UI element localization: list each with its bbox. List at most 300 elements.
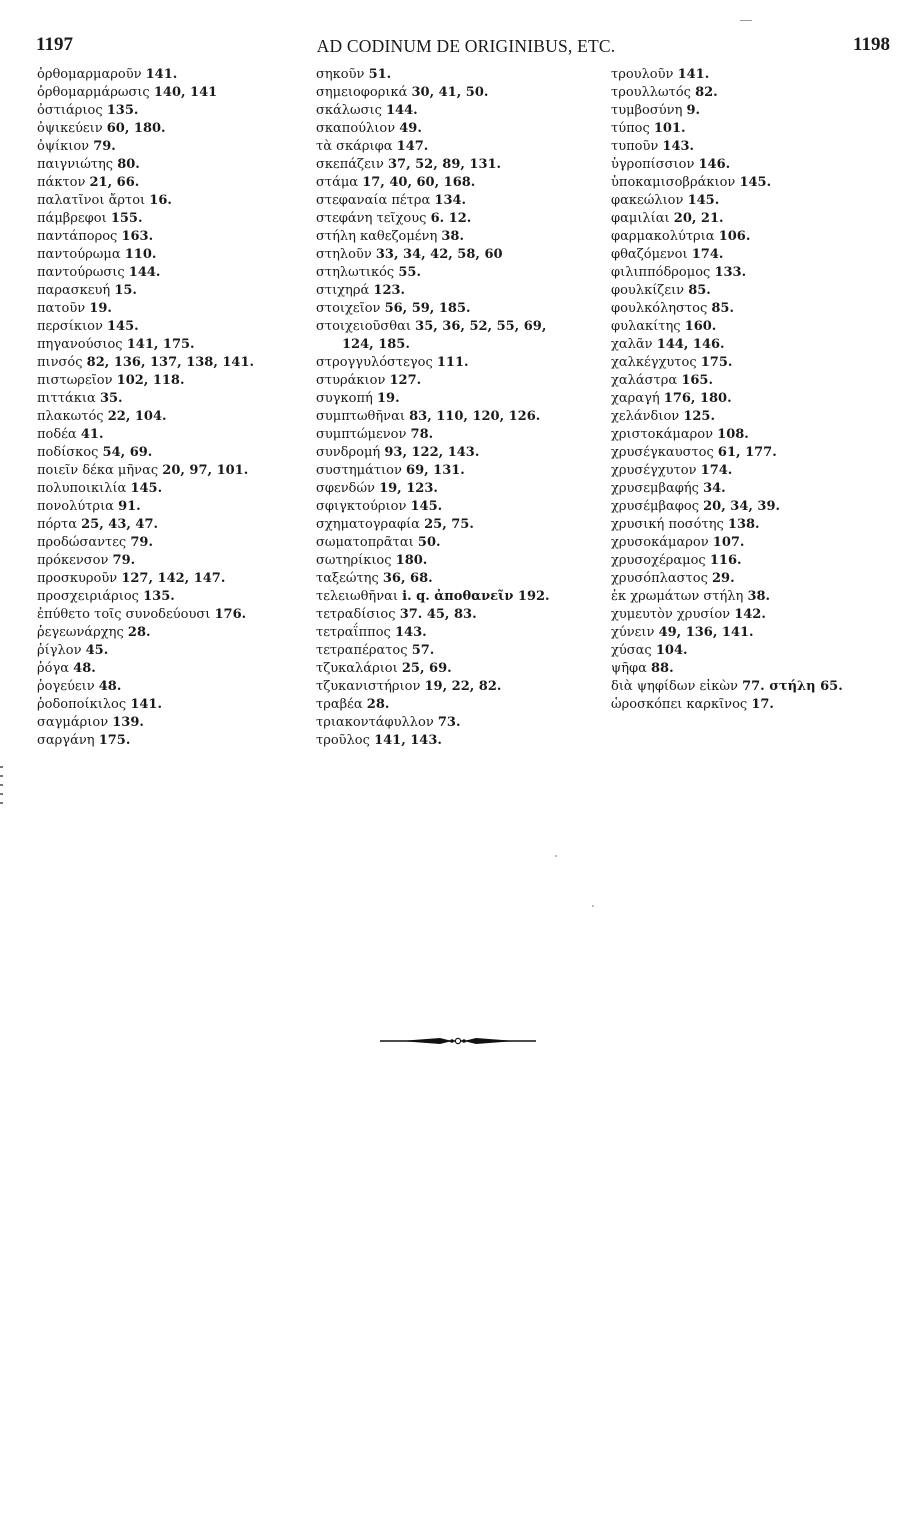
index-refs: 20, 21. bbox=[673, 211, 724, 226]
index-refs: 141. bbox=[677, 67, 710, 82]
index-term: στεφάνη τεῖχους bbox=[316, 211, 427, 226]
index-refs: 93, 122, 143. bbox=[384, 445, 480, 460]
index-refs: 50. bbox=[417, 535, 441, 550]
index-entry bbox=[37, 66, 299, 84]
index-term: τζυκανιστήριον bbox=[316, 679, 421, 694]
index-term: ποδίσκος bbox=[37, 445, 99, 460]
index-refs: 16. bbox=[149, 193, 172, 208]
index-entry bbox=[37, 192, 299, 210]
index-refs: 141. bbox=[130, 697, 162, 712]
index-refs: 146. bbox=[698, 157, 731, 172]
index-refs: 19, 22, 82. bbox=[424, 679, 502, 694]
index-entry bbox=[316, 138, 608, 156]
index-entry bbox=[611, 624, 911, 642]
index-refs: 116. bbox=[709, 553, 742, 568]
index-refs: 30, 41, 50. bbox=[411, 85, 489, 100]
index-entry bbox=[316, 426, 608, 444]
index-entry bbox=[316, 678, 608, 696]
index-entry bbox=[611, 552, 911, 570]
index-entry bbox=[37, 408, 299, 426]
index-refs: 104. bbox=[655, 643, 688, 658]
index-term: πινσός bbox=[37, 355, 83, 370]
index-term: στεφαναία πέτρα bbox=[316, 193, 431, 208]
index-term: ὀρθομαρμάρωσις bbox=[37, 85, 150, 100]
index-term: χυμευτὸν χρυσίον bbox=[611, 607, 731, 622]
index-refs: 19. bbox=[89, 301, 112, 316]
index-refs: 176, 180. bbox=[663, 391, 732, 406]
index-entry bbox=[316, 372, 608, 390]
index-entry bbox=[316, 714, 608, 732]
index-term: χρυσέμβαφος bbox=[611, 499, 699, 514]
index-entry bbox=[316, 282, 608, 300]
index-refs: 35, 36, 52, 55, 69, bbox=[415, 319, 547, 334]
end-ornament bbox=[380, 1036, 536, 1046]
index-term: στήλη καθεζομένη bbox=[316, 229, 438, 244]
index-refs: 25, 43, 47. bbox=[81, 517, 159, 532]
index-term: χρυσεμβαφής bbox=[611, 481, 699, 496]
index-term: συστημάτιον bbox=[316, 463, 402, 478]
index-entry bbox=[611, 606, 911, 624]
index-term: ὡροσκόπει καρκῖνος bbox=[611, 697, 748, 712]
page-header bbox=[36, 34, 890, 60]
index-refs: 20, 34, 39. bbox=[703, 499, 781, 514]
index-term: φακεώλιον bbox=[611, 193, 684, 208]
index-refs: 9. bbox=[686, 103, 701, 118]
index-refs: 82, 136, 137, 138, 141. bbox=[86, 355, 255, 370]
index-entry bbox=[316, 102, 608, 120]
index-entry bbox=[37, 462, 299, 480]
index-refs: 79. bbox=[112, 553, 136, 568]
index-refs: 91. bbox=[118, 499, 141, 514]
index-refs: 38. bbox=[747, 589, 771, 604]
index-refs: 79. bbox=[130, 535, 153, 550]
index-entry bbox=[37, 570, 299, 588]
index-term: χύσας bbox=[611, 643, 652, 658]
index-term: τζυκαλάριοι bbox=[316, 661, 398, 676]
index-term: φιλιππόδρομος bbox=[611, 265, 711, 280]
index-term: φαμιλίαι bbox=[611, 211, 670, 226]
index-refs: 145. bbox=[687, 193, 720, 208]
index-term: χρυσοχέραμος bbox=[611, 553, 706, 568]
index-refs: i. q. ἀποθανεῖν 192. bbox=[402, 589, 550, 604]
index-term: παλατῖνοι ἄρτοι bbox=[37, 193, 146, 208]
index-refs: 25, 69. bbox=[401, 661, 452, 676]
index-refs: 155. bbox=[110, 211, 143, 226]
index-entry bbox=[611, 210, 911, 228]
index-term: ῥόγα bbox=[37, 661, 70, 676]
index-term: φαρμακολύτρια bbox=[611, 229, 715, 244]
index-entry bbox=[37, 624, 299, 642]
index-term: τροῦλος bbox=[316, 733, 370, 748]
index-refs: 144, 146. bbox=[656, 337, 725, 352]
index-entry bbox=[611, 588, 911, 606]
index-term: ἐκ χρωμάτων στήλη bbox=[611, 589, 744, 604]
index-entry bbox=[37, 120, 299, 138]
index-term: σωτηρίκιος bbox=[316, 553, 392, 568]
index-refs: 48. bbox=[98, 679, 122, 694]
index-refs: 142. bbox=[734, 607, 766, 622]
index-entry bbox=[611, 660, 911, 678]
index-entry bbox=[37, 228, 299, 246]
index-refs: 138. bbox=[727, 517, 760, 532]
index-term: συγκοπή bbox=[316, 391, 373, 406]
index-entry bbox=[611, 516, 911, 534]
index-refs: 80. bbox=[117, 157, 140, 172]
index-entry bbox=[37, 354, 299, 372]
page-number-right: 1198 bbox=[853, 34, 890, 55]
index-entry bbox=[611, 156, 911, 174]
index-entry bbox=[611, 408, 911, 426]
index-entry bbox=[316, 210, 608, 228]
index-entry bbox=[37, 174, 299, 192]
index-term: πατοῦν bbox=[37, 301, 86, 316]
index-refs: 145. bbox=[410, 499, 443, 514]
index-column-3 bbox=[611, 66, 911, 714]
index-refs: 19. bbox=[376, 391, 400, 406]
index-refs: 57. bbox=[411, 643, 435, 658]
index-refs: 25, 75. bbox=[424, 517, 474, 532]
index-entry bbox=[37, 480, 299, 498]
index-term: σκαπούλιον bbox=[316, 121, 396, 136]
index-refs: 54, 69. bbox=[102, 445, 153, 460]
index-entry bbox=[316, 264, 608, 282]
index-term: φθαζόμενοι bbox=[611, 247, 688, 262]
index-term: σφενδών bbox=[316, 481, 375, 496]
index-entry bbox=[316, 156, 608, 174]
index-term: παρασκευή bbox=[37, 283, 111, 298]
index-refs: 143. bbox=[662, 139, 695, 154]
index-entry bbox=[611, 390, 911, 408]
index-entry bbox=[37, 246, 299, 264]
index-entry bbox=[316, 696, 608, 714]
index-term: ὀρθομαρμαροῦν bbox=[37, 67, 142, 82]
index-entry bbox=[37, 552, 299, 570]
index-entry bbox=[316, 390, 608, 408]
index-term: χριστοκάμαρον bbox=[611, 427, 714, 442]
index-term: πολυποικιλία bbox=[37, 481, 127, 496]
index-entry bbox=[316, 498, 608, 516]
index-entry bbox=[611, 696, 911, 714]
index-entry bbox=[316, 570, 608, 588]
index-term: ῥεγεωνάρχης bbox=[37, 625, 124, 640]
index-term: πόρτα bbox=[37, 517, 77, 532]
index-entry bbox=[37, 138, 299, 156]
index-refs: 49, 136, 141. bbox=[658, 625, 754, 640]
index-refs: 175. bbox=[700, 355, 733, 370]
index-entry bbox=[37, 588, 299, 606]
index-refs: 21, 66. bbox=[89, 175, 140, 190]
index-term: στυράκιον bbox=[316, 373, 386, 388]
index-refs: 19, 123. bbox=[379, 481, 438, 496]
index-term: περσίκιον bbox=[37, 319, 103, 334]
index-entry bbox=[37, 516, 299, 534]
index-term: σκεπάζειν bbox=[316, 157, 384, 172]
index-entry bbox=[316, 300, 608, 318]
index-entry bbox=[611, 444, 911, 462]
index-term: πηγανούσιος bbox=[37, 337, 123, 352]
index-entry bbox=[316, 192, 608, 210]
index-refs: 48. bbox=[73, 661, 96, 676]
index-refs: 133. bbox=[714, 265, 747, 280]
index-refs: 123. bbox=[373, 283, 406, 298]
index-refs: 176. bbox=[214, 607, 247, 622]
index-term: φουλκίζειν bbox=[611, 283, 685, 298]
index-term: πιστωρεῖον bbox=[37, 373, 113, 388]
index-refs: 127. bbox=[389, 373, 422, 388]
index-entry bbox=[37, 714, 299, 732]
index-term: ῥοδοποίκιλος bbox=[37, 697, 127, 712]
index-term: στηλοῦν bbox=[316, 247, 372, 262]
index-refs: 17. bbox=[751, 697, 774, 712]
index-refs: 135. bbox=[106, 103, 139, 118]
index-refs: 180. bbox=[395, 553, 428, 568]
index-refs: 6. 12. bbox=[430, 211, 472, 226]
index-entry bbox=[37, 678, 299, 696]
index-entry bbox=[611, 264, 911, 282]
index-term: ὀψίκιον bbox=[37, 139, 90, 154]
index-entry bbox=[316, 228, 608, 246]
index-entry bbox=[611, 174, 911, 192]
index-entry bbox=[611, 480, 911, 498]
index-term: στοιχεῖον bbox=[316, 301, 381, 316]
index-term: ὀστιάριος bbox=[37, 103, 103, 118]
index-term: ψῆφα bbox=[611, 661, 647, 676]
index-refs: 78. bbox=[410, 427, 434, 442]
index-refs: 41. bbox=[80, 427, 104, 442]
index-term: τυποῦν bbox=[611, 139, 659, 154]
index-entry bbox=[611, 102, 911, 120]
index-refs: 22, 104. bbox=[107, 409, 167, 424]
scan-mark bbox=[740, 20, 752, 21]
index-term: διὰ ψηφίδων εἰκὼν bbox=[611, 679, 738, 694]
index-term: παντούρωμα bbox=[37, 247, 121, 262]
index-entry bbox=[37, 282, 299, 300]
index-refs: 107. bbox=[712, 535, 745, 550]
index-entry bbox=[316, 516, 608, 534]
index-entry bbox=[316, 534, 608, 552]
index-refs: 174. bbox=[691, 247, 724, 262]
index-entry bbox=[37, 84, 299, 102]
index-term: σημειοφορικά bbox=[316, 85, 408, 100]
index-entry bbox=[316, 174, 608, 192]
index-term: ὑγροπίσσιον bbox=[611, 157, 695, 172]
index-refs: 55. bbox=[398, 265, 421, 280]
index-term: τελειωθῆναι bbox=[316, 589, 398, 604]
index-term: φυλακίτης bbox=[611, 319, 681, 334]
index-term: στρογγυλόστεγος bbox=[316, 355, 433, 370]
index-entry bbox=[37, 642, 299, 660]
index-entry bbox=[611, 300, 911, 318]
index-refs: 45. bbox=[85, 643, 109, 658]
index-term: συνδρομή bbox=[316, 445, 381, 460]
scan-speck bbox=[555, 855, 557, 857]
index-refs: 139. bbox=[112, 715, 144, 730]
index-term: πάμβρεφοι bbox=[37, 211, 107, 226]
index-refs: 38. bbox=[441, 229, 464, 244]
index-refs: 143. bbox=[394, 625, 427, 640]
index-term: τετραπέρατος bbox=[316, 643, 408, 658]
index-refs: 140, 141 bbox=[153, 85, 218, 100]
index-entry bbox=[611, 678, 911, 696]
index-refs: 37. 45, 83. bbox=[399, 607, 477, 622]
index-term: χρυσόπλαστος bbox=[611, 571, 708, 586]
index-term: σαγμάριον bbox=[37, 715, 109, 730]
index-refs: 111. bbox=[436, 355, 469, 370]
index-column-2 bbox=[316, 66, 608, 750]
index-entry bbox=[316, 624, 608, 642]
index-term: στοιχειοῦσθαι bbox=[316, 319, 412, 334]
index-refs: 144. bbox=[386, 103, 418, 118]
index-entry bbox=[316, 84, 608, 102]
index-refs: 20, 97, 101. bbox=[162, 463, 249, 478]
index-entry bbox=[37, 660, 299, 678]
index-refs: 35. bbox=[99, 391, 123, 406]
index-entry bbox=[611, 336, 911, 354]
index-refs: 85. bbox=[688, 283, 711, 298]
index-term: σωματοπρᾶται bbox=[316, 535, 414, 550]
index-refs: 79. bbox=[93, 139, 116, 154]
index-term: ποδέα bbox=[37, 427, 77, 442]
index-entry bbox=[316, 246, 608, 264]
index-term: χρυσοκάμαρον bbox=[611, 535, 709, 550]
index-entry bbox=[611, 354, 911, 372]
index-refs: 51. bbox=[368, 67, 392, 82]
index-term: προδώσαντες bbox=[37, 535, 127, 550]
index-entry bbox=[316, 462, 608, 480]
index-term: προσκυροῦν bbox=[37, 571, 118, 586]
index-entry bbox=[37, 210, 299, 228]
index-term: πρόκενσον bbox=[37, 553, 109, 568]
index-term: χρυσέγκαυστος bbox=[611, 445, 714, 460]
index-term: σκάλωσις bbox=[316, 103, 382, 118]
index-refs: 165. bbox=[681, 373, 713, 388]
index-refs: 73. bbox=[437, 715, 461, 730]
index-refs: 83, 110, 120, 126. bbox=[409, 409, 541, 424]
running-title: AD CODINUM DE ORIGINIBUS, ETC. bbox=[316, 36, 616, 56]
index-term: συμπτωθῆναι bbox=[316, 409, 405, 424]
index-term: τραβέα bbox=[316, 697, 363, 712]
index-refs: 15. bbox=[114, 283, 137, 298]
index-entry bbox=[37, 732, 299, 750]
index-refs: 108. bbox=[717, 427, 749, 442]
index-entry bbox=[37, 444, 299, 462]
index-refs: 33, 34, 42, 58, 60 bbox=[375, 247, 503, 262]
index-refs: 125. bbox=[683, 409, 715, 424]
index-term: χαλάστρα bbox=[611, 373, 678, 388]
index-term: σχηματογραφία bbox=[316, 517, 420, 532]
index-entry bbox=[316, 642, 608, 660]
index-entry bbox=[316, 120, 608, 138]
index-term: τριακοντάφυλλον bbox=[316, 715, 434, 730]
index-term: προσχειριάριος bbox=[37, 589, 139, 604]
scan-speck bbox=[592, 905, 594, 907]
index-refs: 135. bbox=[143, 589, 175, 604]
index-term: χαραγή bbox=[611, 391, 660, 406]
index-refs: 145. bbox=[130, 481, 163, 496]
index-refs: 160. bbox=[684, 319, 717, 334]
index-refs: 141. bbox=[145, 67, 178, 82]
index-refs: 28. bbox=[127, 625, 151, 640]
index-refs: 69, 131. bbox=[406, 463, 465, 478]
index-refs: 77. στήλη 65. bbox=[742, 679, 843, 694]
index-entry bbox=[37, 300, 299, 318]
index-term: χρυσική ποσότης bbox=[611, 517, 724, 532]
index-entry bbox=[37, 498, 299, 516]
index-term: τυμβοσύνη bbox=[611, 103, 683, 118]
index-term: πιττάκια bbox=[37, 391, 96, 406]
index-term: παιγνιώτης bbox=[37, 157, 114, 172]
index-entry bbox=[37, 534, 299, 552]
index-refs: 175. bbox=[98, 733, 131, 748]
index-refs: 61, 177. bbox=[717, 445, 777, 460]
index-term: χαλᾶν bbox=[611, 337, 653, 352]
index-entry bbox=[611, 642, 911, 660]
index-term: χελάνδιον bbox=[611, 409, 680, 424]
index-refs: 127, 142, 147. bbox=[121, 571, 226, 586]
index-refs: 174. bbox=[700, 463, 733, 478]
index-refs: 56, 59, 185. bbox=[384, 301, 471, 316]
index-entry bbox=[611, 570, 911, 588]
index-refs: 28. bbox=[366, 697, 390, 712]
index-term: ῥίγλον bbox=[37, 643, 82, 658]
index-term: χύνειν bbox=[611, 625, 655, 640]
index-refs: 36, 68. bbox=[382, 571, 433, 586]
index-refs: 17, 40, 60, 168. bbox=[362, 175, 476, 190]
index-entry bbox=[611, 372, 911, 390]
index-term: χαλκέγχυτος bbox=[611, 355, 697, 370]
index-entry bbox=[37, 264, 299, 282]
index-term: πλακωτός bbox=[37, 409, 104, 424]
index-term: παντάπορος bbox=[37, 229, 118, 244]
index-refs: 110. bbox=[124, 247, 157, 262]
index-entry bbox=[611, 426, 911, 444]
index-term: τετραδίσιος bbox=[316, 607, 396, 622]
index-term: στάμα bbox=[316, 175, 359, 190]
index-refs: 29. bbox=[712, 571, 735, 586]
index-entry bbox=[37, 426, 299, 444]
index-refs: 134. bbox=[434, 193, 467, 208]
index-refs: 34. bbox=[703, 481, 726, 496]
index-refs: 147. bbox=[396, 139, 429, 154]
index-entry bbox=[37, 390, 299, 408]
index-refs: 60, 180. bbox=[106, 121, 166, 136]
index-term: στιχηρά bbox=[316, 283, 370, 298]
index-term: τὰ σκάριφα bbox=[316, 139, 393, 154]
index-refs: 102, 118. bbox=[116, 373, 185, 388]
index-term: συμπτώμενον bbox=[316, 427, 407, 442]
index-refs: 144. bbox=[128, 265, 161, 280]
index-entry bbox=[316, 480, 608, 498]
index-entry bbox=[611, 318, 911, 336]
index-refs: 101. bbox=[653, 121, 686, 136]
margin-scan-marks bbox=[0, 766, 3, 826]
index-entry bbox=[316, 660, 608, 678]
index-entry bbox=[316, 318, 608, 336]
index-term: ποιεῖν δέκα μῆνας bbox=[37, 463, 159, 478]
index-entry bbox=[611, 138, 911, 156]
index-refs-continued: 124, 185. bbox=[342, 337, 410, 352]
index-entry bbox=[37, 318, 299, 336]
index-entry bbox=[611, 120, 911, 138]
index-refs: 49. bbox=[399, 121, 422, 136]
index-entry bbox=[611, 282, 911, 300]
index-term: τετραΐππος bbox=[316, 625, 391, 640]
index-refs: 82. bbox=[695, 85, 718, 100]
index-refs: 106. bbox=[718, 229, 751, 244]
index-term: ῥογεύειν bbox=[37, 679, 95, 694]
index-entry bbox=[37, 372, 299, 390]
index-entry bbox=[611, 66, 911, 84]
